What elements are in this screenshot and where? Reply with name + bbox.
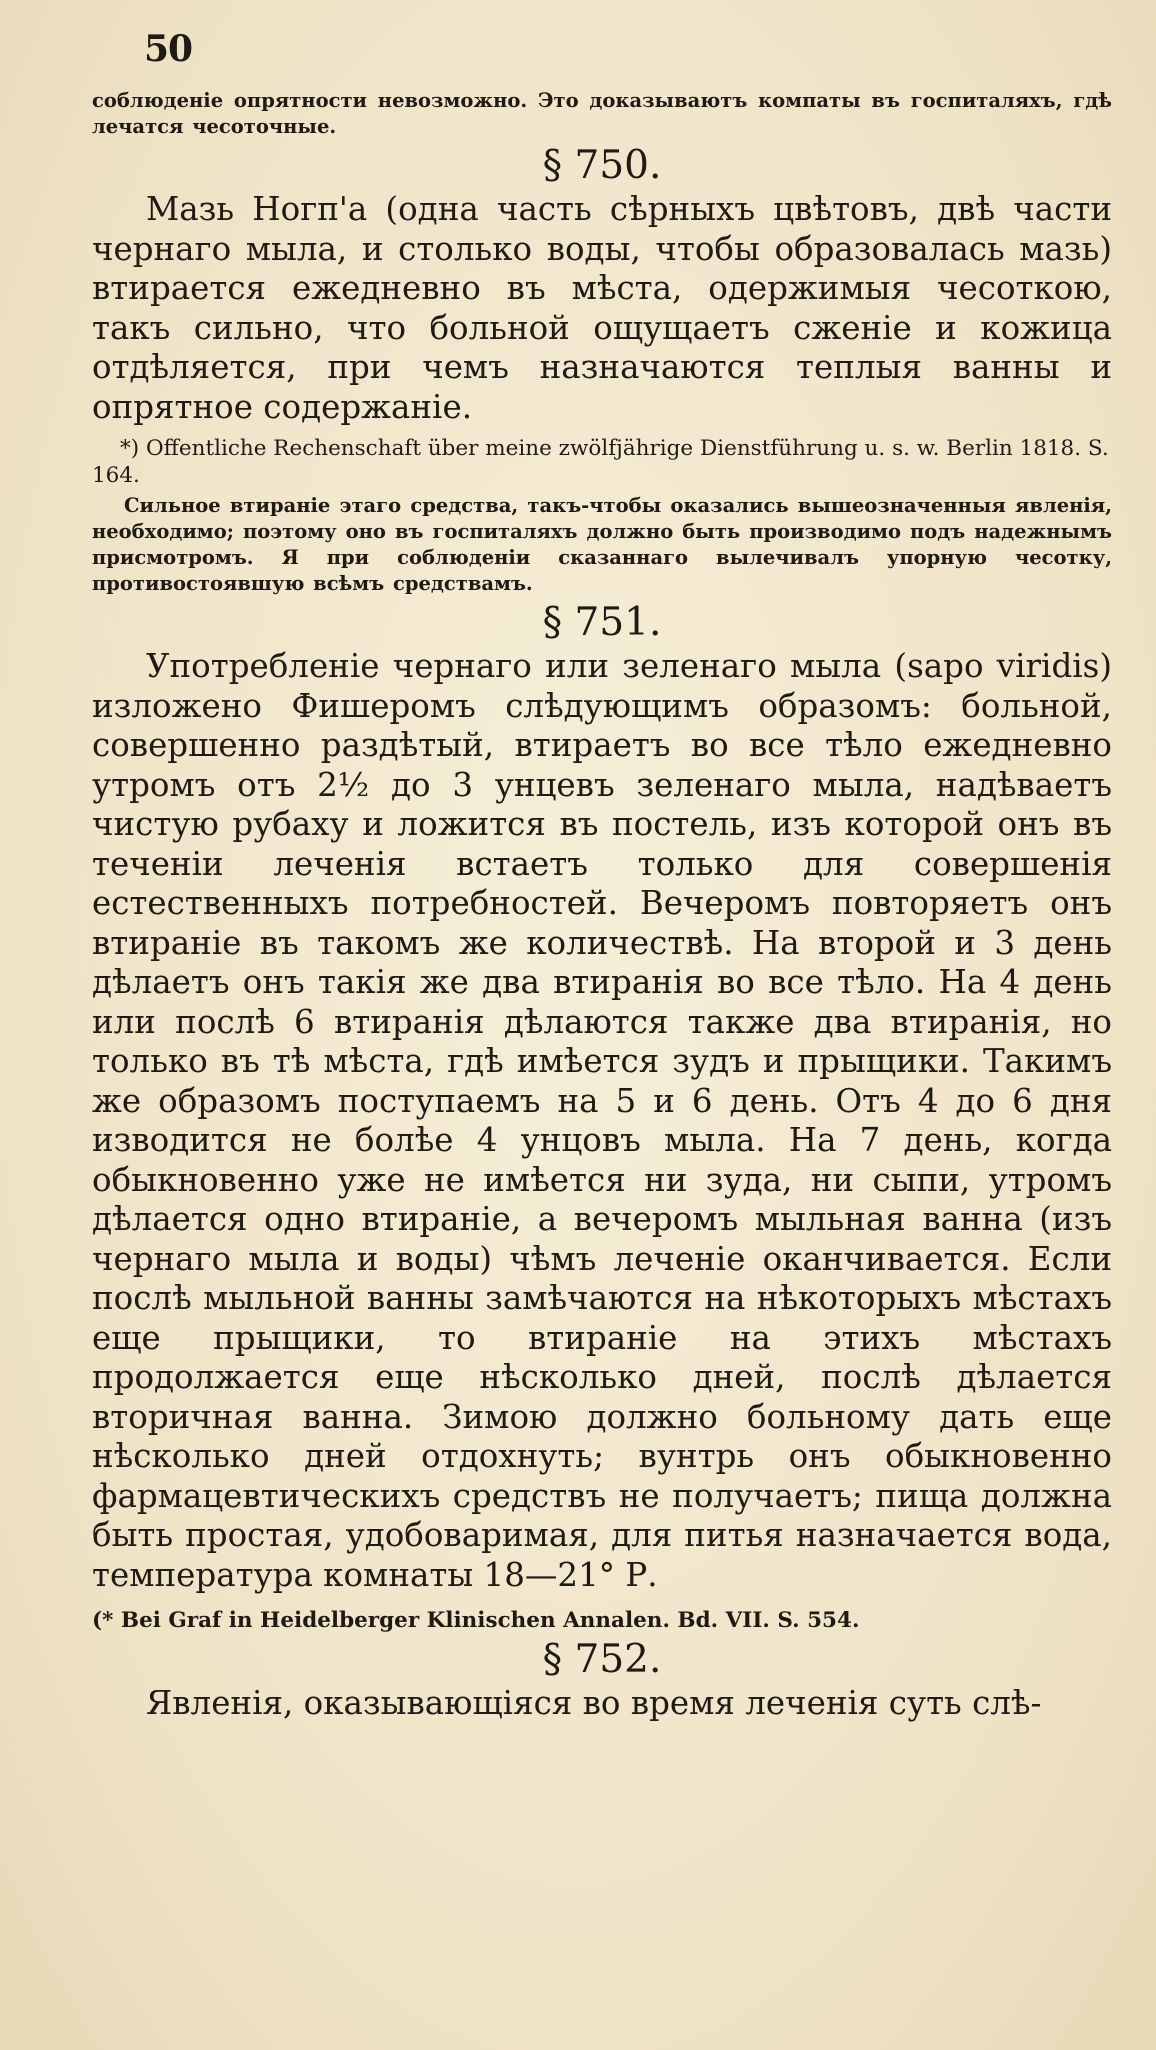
page-number: 50 <box>144 28 193 70</box>
section-751-text: Употребленіе чернаго или зеленаго мыла (sapo viridis) изложено Фишеромъ слѣдующимъ образомъ: больной, совершенно раздѣтый, втираетъ во все тѣло ежедневно утромъ отъ 2½ до 3 унцевъ зеленаго мыла, надѣваетъ чистую рубаху и ложится въ постель, изъ которой онъ въ теченіи леченія встаетъ только для совершенія естественныхъ потребностей. Вечеромъ повторяетъ онъ втираніе въ такомъ же количествѣ. На второй и 3 день дѣлаетъ онъ такія же два втиранія во все тѣло. На 4 день или послѣ 6 втиранія дѣлаются также два втиранія, но только въ тѣ мѣста, гдѣ имѣется зудъ и прыщики. Такимъ же образомъ поступаемъ на 5 и 6 день. Отъ 4 до 6 дня изводится не болѣе 4 унцовъ мыла. На 7 день, когда обыкновенно уже не имѣется ни зуда, ни сыпи, утромъ дѣлается одно втираніе, а вечеромъ мыльная ванна (изъ чернаго мыла и воды) чѣмъ леченіе оканчивается. Если послѣ мыльной ванны замѣчаются на нѣкоторыхъ мѣстахъ еще прыщики, то втираніе на этихъ мѣстахъ продолжается еще нѣсколько дней, послѣ дѣлается вторичная ванна. Зимою должно больному дать еще нѣсколько дней отдохнуть; вунтрь онъ обыкновенно фармацевтическихъ средствъ не получаетъ; пища должна быть простая, удобоваримая, для питья назначается вода, температура комнаты 18—21° Р. <box>92 647 1112 1594</box>
section-750-footnote-ref: *) Offentliche Rechenschaft über meine zwölfjährige Dienstführung u. s. w. Berlin 1818. S. 164. <box>92 436 1109 488</box>
section-750-text: Мазь Ногп'а (одна часть сѣрныхъ цвѣтовъ, двѣ части чернаго мыла, и столько воды, чтобы образовалась мазь) втирается ежедневно въ мѣста, одержимыя чесоткою, такъ сильно, что больной ощущаетъ сженіе и кожица отдѣляется, при чемъ назначаются теплыя ванны и опрятное содержаніе. <box>92 190 1112 426</box>
section-751-footnote-ref: (* Bei Graf in Heidelberger Klinischen Annalen. Bd. VII. S. 554. <box>92 1608 860 1633</box>
section-heading-750: § 750. <box>542 143 662 188</box>
section-heading-752: § 752. <box>542 1637 662 1682</box>
section-heading-751: § 751. <box>542 600 662 645</box>
page-content <box>92 28 1112 1724</box>
top-note: соблюденіе опрятности невозможно. Это доказываютъ компаты въ госпиталяхъ, гдѣ лечатся чесоточные. <box>92 89 1112 138</box>
section-752-text: Явленія, оказывающіяся во время леченія суть слѣ- <box>146 1684 1042 1722</box>
section-750-note: Сильное втираніе этаго средства, такъ-чтобы оказались вышеозначенныя явленія, необходимо; поэтому оно въ госпиталяхъ должно быть производимо подъ надежнымъ присмотромъ. Я при соблюденіи сказаннаго вылечивалъ упорную чесотку, противостоявшую всѣмъ средствамъ. <box>92 494 1112 595</box>
